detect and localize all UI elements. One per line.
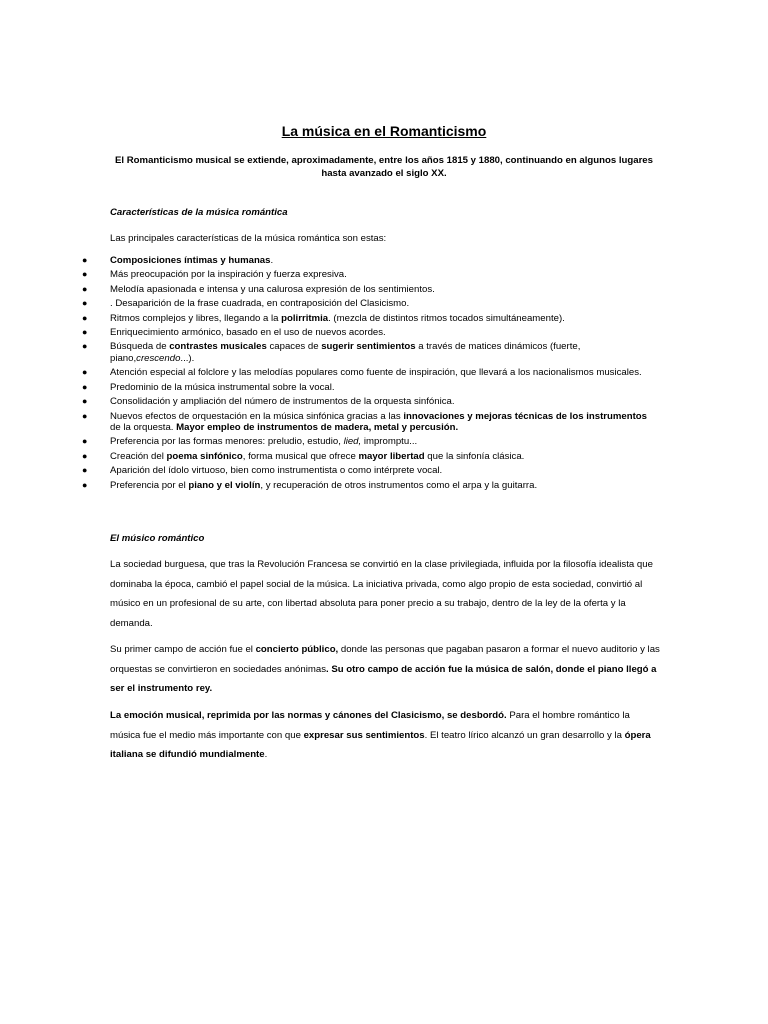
item-text: Mayor empleo de instrumentos de madera, metal y percusión. xyxy=(176,422,459,434)
item-text: Predominio de la música instrumental sobre la vocal. xyxy=(110,381,335,393)
item-text: Melodía apasionada e intensa y una calurosa expresión de los sentimientos. xyxy=(110,283,435,295)
list-item xyxy=(82,436,650,448)
item-text: ...). xyxy=(180,352,195,364)
bullet-icon: ● xyxy=(82,326,88,337)
paragraph-text: Su primer campo de acción fue el xyxy=(110,644,256,655)
item-text: Consolidación y ampliación del número de instrumentos de la orquesta sinfónica. xyxy=(110,396,455,408)
paragraph-text: . xyxy=(264,749,268,760)
bullet-icon: ● xyxy=(82,341,88,352)
list-item xyxy=(82,255,650,267)
characteristics-lead: Las principales características de la música romántica son estas: xyxy=(110,233,387,244)
bullet-icon: ● xyxy=(82,283,88,294)
item-text: mayor libertad xyxy=(358,450,425,462)
intro-paragraph: El Romanticismo musical se extiende, aproximadamente, entre los años 1815 y 1880, continuando en algunos lugares hasta avanzado el siglo XX. xyxy=(115,155,653,179)
item-text: crescendo xyxy=(136,352,181,364)
item-text: capaces de xyxy=(266,341,322,353)
list-item xyxy=(82,312,650,325)
item-text: Composiciones íntimas y humanas xyxy=(110,255,271,266)
bullet-icon: ● xyxy=(82,367,88,378)
item-text: Preferencia por las formas menores: preludio, estudio, xyxy=(110,436,344,448)
item-text: Ritmos complejos y libres, llegando a la xyxy=(110,312,282,324)
paragraph-2 xyxy=(110,640,662,699)
item-text: Enriquecimiento armónico, basado en el uso de nuevos acordes. xyxy=(110,326,386,338)
bullet-icon: ● xyxy=(82,450,88,461)
bullet-icon: ● xyxy=(82,465,88,476)
characteristics-list xyxy=(82,255,650,494)
item-text: Atención especial al folclore y las melodías populares como fuente de inspiración, que llevará a los nacionalismos musicales. xyxy=(110,367,642,379)
item-text: polirritmia xyxy=(281,312,329,324)
bullet-icon: ● xyxy=(82,381,88,392)
bullet-icon: ● xyxy=(82,436,88,447)
paragraph-text: La emoción musical, reprimida por las normas y cánones del Clasicismo, se desbordó. xyxy=(110,710,507,721)
item-text: , y recuperación de otros instrumentos como el arpa y la guitarra. xyxy=(260,479,538,491)
item-text: que la sinfonía clásica. xyxy=(424,450,525,462)
item-text: innovaciones y mejoras técnicas de los instrumentos xyxy=(403,410,647,422)
item-text: lied, xyxy=(343,436,362,448)
paragraph-1: La sociedad burguesa, que tras la Revolución Francesa se convirtió en la clase privilegiada, influida por la filosofía idealista que dominaba la época, cambió el papel social de la música. La iniciativa privada, como algo propio de esta sociedad, convirtió al músico en un profesional de su arte, con libertad absoluta para poner precio a su trabajo, dentro de la ley de la oferta y la demanda. xyxy=(110,559,653,629)
paragraph-text: donde las personas que pagaban pasaron a formar el nuevo auditorio y las orquestas se convirtieron en sociedades anónimas xyxy=(110,644,660,675)
bullet-icon: ● xyxy=(82,312,88,323)
list-item xyxy=(82,283,650,296)
list-item xyxy=(82,367,650,379)
list-item xyxy=(82,381,650,394)
item-text: sugerir sentimientos xyxy=(321,341,416,353)
bullet-icon: ● xyxy=(82,298,88,309)
item-text: a través de matices dinámicos (fuerte, piano, xyxy=(110,341,581,364)
item-text: impromptu... xyxy=(361,436,418,448)
item-text: poema sinfónico xyxy=(166,450,243,462)
item-text: . Desaparición de la frase cuadrada, en contraposición del Clasicismo. xyxy=(110,298,410,310)
paragraph-text: Para el hombre romántico la música fue el medio más importante con que xyxy=(110,710,630,741)
paragraph-text: . Su otro campo de acción fue la música de salón, donde el piano llegó a ser el instrumento rey. xyxy=(110,663,657,694)
list-item xyxy=(82,341,650,364)
list-item xyxy=(82,410,650,434)
paragraph-text: expresar sus sentimientos xyxy=(303,729,425,741)
item-text: Aparición del ídolo virtuoso, bien como instrumentista o como intérprete vocal. xyxy=(110,465,443,477)
bullet-icon: ● xyxy=(82,410,88,421)
paragraph-text: ópera italiana se difundió mundialmente xyxy=(110,729,651,760)
paragraph-text: concierto público, xyxy=(255,644,339,655)
list-item xyxy=(82,396,650,408)
section-heading-musician: El músico romántico xyxy=(110,533,205,544)
item-text: Búsqueda de xyxy=(110,341,170,353)
item-text: Nuevos efectos de orquestación en la música sinfónica gracias a las xyxy=(110,410,404,422)
bullet-icon: ● xyxy=(82,479,88,490)
paragraph-text: . El teatro lírico alcanzó un gran desarrollo y la xyxy=(424,729,625,741)
paragraph-3 xyxy=(110,706,662,765)
item-text: . xyxy=(270,255,274,266)
list-item xyxy=(82,479,650,492)
item-text: , forma musical que ofrece xyxy=(242,450,359,462)
list-item xyxy=(82,269,650,281)
item-text: Creación del xyxy=(110,450,167,462)
section-heading-characteristics: Características de la música romántica xyxy=(110,207,288,218)
list-item xyxy=(82,450,650,463)
item-text: Preferencia por el xyxy=(110,479,189,491)
list-item xyxy=(82,298,650,310)
item-text: contrastes musicales xyxy=(169,341,267,353)
item-text: . (mezcla de distintos ritmos tocados simultáneamente). xyxy=(328,312,565,324)
page-title: La música en el Romanticismo xyxy=(281,123,487,139)
list-item xyxy=(82,326,650,339)
item-text: piano y el violín xyxy=(188,479,261,491)
list-item xyxy=(82,465,650,477)
bullet-icon: ● xyxy=(82,255,88,265)
bullet-icon: ● xyxy=(82,269,88,280)
bullet-icon: ● xyxy=(82,396,88,407)
item-text: de la orquesta. xyxy=(110,422,177,434)
item-text: Más preocupación por la inspiración y fuerza expresiva. xyxy=(110,269,347,281)
